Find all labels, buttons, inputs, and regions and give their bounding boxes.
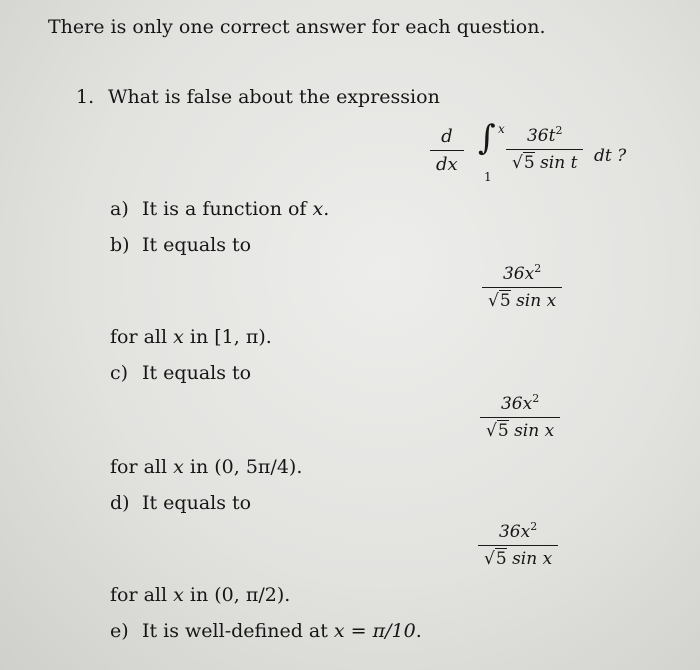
integrand-den-rest: sin t <box>540 153 578 173</box>
option-d-num-coeff: 36x <box>498 522 531 542</box>
option-b-cond-interval: [1, π). <box>214 326 272 348</box>
option-b-denominator <box>482 288 562 311</box>
option-c-label: c) <box>110 362 129 384</box>
option-d-den-rest: sin x <box>512 549 553 569</box>
integral-sign: ∫ <box>478 118 496 158</box>
option-c-text: It equals to <box>142 362 252 384</box>
question-prompt: What is false about the expression <box>108 86 440 108</box>
option-d-cond-interval: (0, π/2). <box>214 584 291 606</box>
option-b-label: b) <box>110 234 130 256</box>
option-b-text: It equals to <box>142 234 252 256</box>
option-c-numerator <box>480 392 560 417</box>
sqrt-symbol: √ <box>484 549 495 569</box>
option-b-fraction <box>482 262 562 311</box>
option-c-cond-prefix: for all <box>110 456 168 478</box>
question-number: 1. <box>76 86 95 108</box>
option-a <box>142 198 329 220</box>
integral-upper-limit: x <box>498 122 505 136</box>
option-d-cond-prefix: for all <box>110 584 168 606</box>
option-b-cond-prefix: for all <box>110 326 168 348</box>
sqrt-symbol: √ <box>486 421 497 441</box>
option-d-text: It equals to <box>142 492 252 514</box>
option-c-den-rest: sin x <box>514 421 555 441</box>
option-c-sqrt-radicand: 5 <box>497 421 509 441</box>
option-b-numerator <box>482 262 562 287</box>
option-b-sqrt-radicand: 5 <box>499 291 511 311</box>
option-e-label: e) <box>110 620 129 642</box>
option-d-sqrt-radicand: 5 <box>495 549 507 569</box>
option-d-numerator <box>478 520 558 545</box>
option-c-cond-interval: (0, 5π/4). <box>214 456 303 478</box>
integrand-num-coeff: 36t <box>526 126 556 146</box>
differential: dt ? <box>594 146 627 166</box>
option-c-cond-in: in <box>189 456 209 478</box>
sqrt-symbol: √ <box>512 153 523 173</box>
integrand-num-exp: 2 <box>555 124 563 137</box>
option-e <box>142 620 422 642</box>
option-c-fraction <box>480 392 560 441</box>
option-c-num-exp: 2 <box>532 392 540 405</box>
option-e-end: . <box>415 620 422 642</box>
option-b-cond-var: x <box>173 326 184 348</box>
integrand-fraction <box>506 124 583 173</box>
option-b-den-rest: sin x <box>516 291 557 311</box>
option-d-fraction <box>478 520 558 569</box>
derivative-operator <box>430 126 464 175</box>
option-b-num-exp: 2 <box>534 262 542 275</box>
option-a-end: . <box>323 198 330 220</box>
integrand-numerator <box>506 124 583 149</box>
option-b-condition <box>110 326 272 348</box>
option-a-label: a) <box>110 198 129 220</box>
option-c-num-coeff: 36x <box>500 394 533 414</box>
derivative-denominator: dx <box>436 154 458 175</box>
instruction-text: There is only one correct answer for each question. <box>48 16 546 38</box>
integrand-denominator <box>506 150 583 173</box>
option-a-math: x <box>312 198 324 220</box>
option-e-text: It is well-defined at <box>142 620 328 642</box>
option-d-condition <box>110 584 290 606</box>
sqrt-radicand: 5 <box>523 153 535 173</box>
option-b-cond-in: in <box>189 326 209 348</box>
option-e-math: x = π/10 <box>333 620 416 642</box>
option-c-cond-var: x <box>173 456 184 478</box>
option-d-num-exp: 2 <box>530 520 538 533</box>
option-a-text: It is a function of <box>142 198 307 220</box>
derivative-numerator: d <box>441 126 453 147</box>
option-d-denominator <box>478 546 558 569</box>
option-d-label: d) <box>110 492 130 514</box>
option-c-condition <box>110 456 302 478</box>
option-b-num-coeff: 36x <box>502 264 535 284</box>
option-c-denominator <box>480 418 560 441</box>
integral-lower-limit: 1 <box>484 170 492 184</box>
sqrt-symbol: √ <box>488 291 499 311</box>
option-d-cond-var: x <box>173 584 184 606</box>
option-d-cond-in: in <box>189 584 209 606</box>
